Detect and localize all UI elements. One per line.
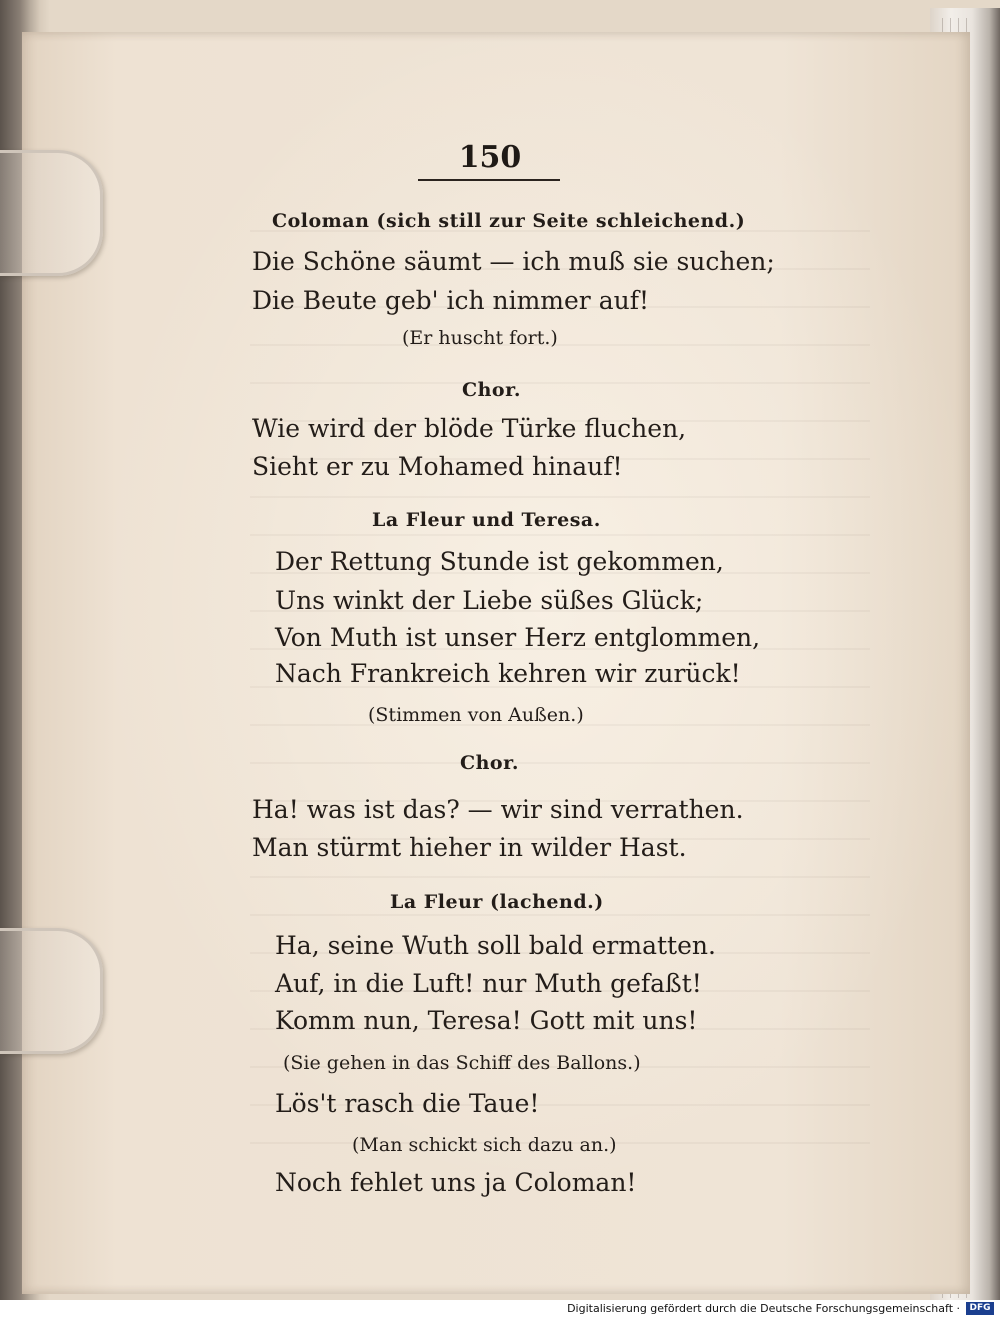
verse-line: Lös't rasch die Taue! <box>275 1089 540 1118</box>
stage-direction: (Man schickt sich dazu an.) <box>352 1134 617 1156</box>
stage-direction: (Stimmen von Außen.) <box>368 704 584 726</box>
verse-line: Sieht er zu Mohamed hinauf! <box>252 452 623 481</box>
stage-direction: (Sie gehen in das Schiff des Ballons.) <box>283 1052 641 1074</box>
verse-line: Ha, seine Wuth soll bald ermatten. <box>275 931 716 960</box>
page-clip-top <box>0 150 103 276</box>
page-number-rule <box>418 179 560 181</box>
funding-credit: Digitalisierung gefördert durch die Deutsche Forschungsgemeinschaft · <box>567 1302 960 1315</box>
speaker-heading: Chor. <box>460 752 519 774</box>
speaker-heading: Chor. <box>462 379 521 401</box>
stage-direction: (Er huscht fort.) <box>402 327 558 349</box>
page-number: 150 <box>458 140 522 175</box>
verse-line: Von Muth ist unser Herz entglommen, <box>275 623 761 652</box>
verse-line: Man stürmt hieher in wilder Hast. <box>252 833 687 862</box>
speaker-heading: La Fleur (lachend.) <box>390 891 604 913</box>
page-clip-bottom <box>0 928 103 1054</box>
verse-line: Der Rettung Stunde ist gekommen, <box>275 547 724 576</box>
verse-line: Die Schöne säumt — ich muß sie suchen; <box>252 247 775 276</box>
verse-line: Ha! was ist das? — wir sind verrathen. <box>252 795 744 824</box>
speaker-heading: Coloman (sich still zur Seite schleichend.) <box>272 210 746 232</box>
verse-line: Noch fehlet uns ja Coloman! <box>275 1168 637 1197</box>
verse-line: Auf, in die Luft! nur Muth gefaßt! <box>275 969 702 998</box>
dfg-logo: DFG <box>966 1302 994 1315</box>
verse-line: Wie wird der blöde Türke fluchen, <box>252 414 687 443</box>
verse-line: Die Beute geb' ich nimmer auf! <box>252 286 650 315</box>
verse-line: Komm nun, Teresa! Gott mit uns! <box>275 1006 698 1035</box>
verse-line: Nach Frankreich kehren wir zurück! <box>275 659 741 688</box>
speaker-heading: La Fleur und Teresa. <box>372 509 601 531</box>
verse-line: Uns winkt der Liebe süßes Glück; <box>275 586 704 615</box>
